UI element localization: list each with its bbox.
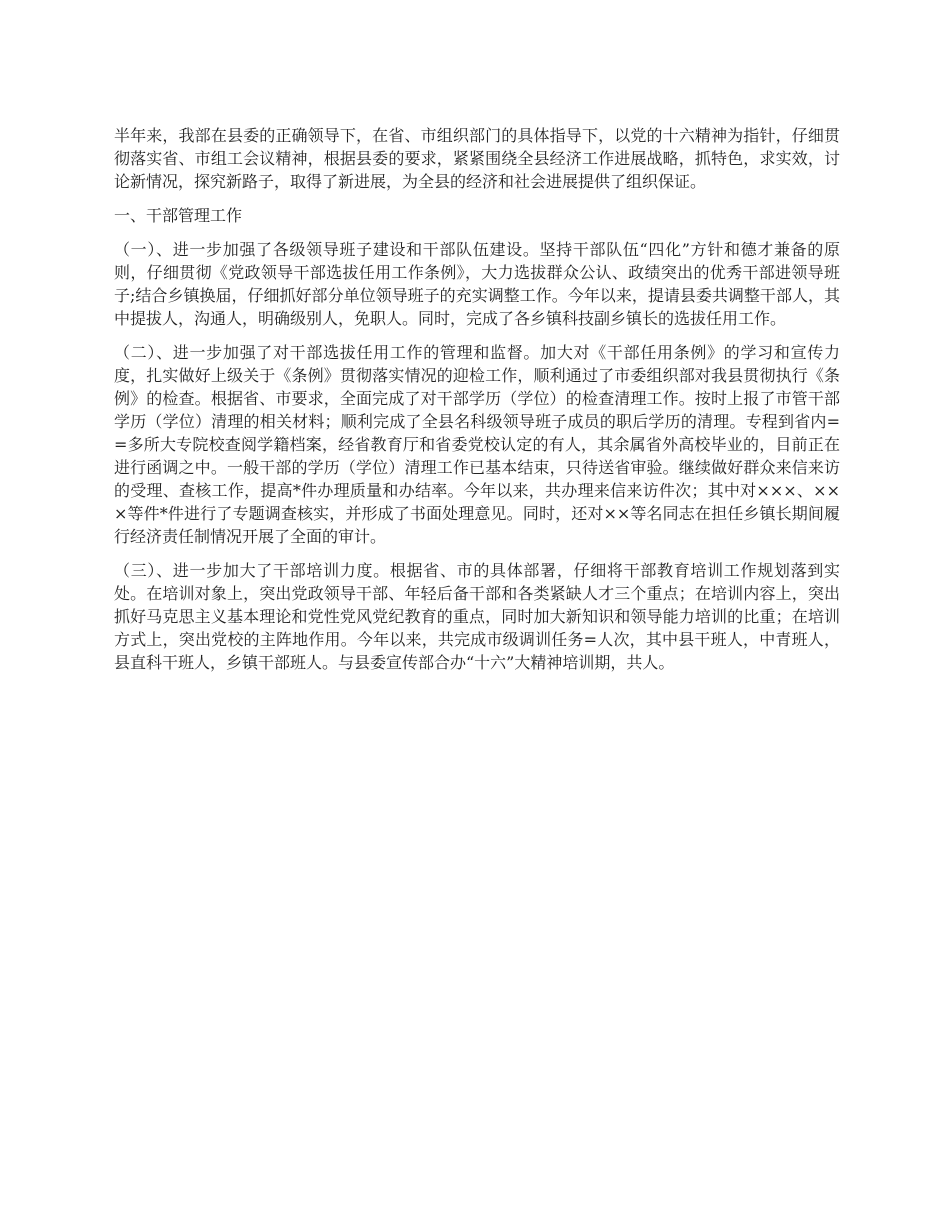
paragraph-training: （三）、进一步加大了干部培训力度。根据省、市的具体部署，仔细将干部教育培训工作规划落到实处。在培训对象上，突出党政领导干部、年轻后备干部和各类紧缺人才三个重点；在培训内容上，突出抓好马克思主义基本理论和党性党风党纪教育的重点，同时加大新知识和领导能力培训的比重；在培训方式上，突出党校的主阵地作用。今年以来，共完成市级调训任务=人次，其中县干班人，中青班人，县直科干班人，乡镇干部班人。与县委宣传部合办“十六”大精神培训期，共人。 [114, 561, 840, 672]
intro-paragraph: 半年来，我部在县委的正确领导下，在省、市组织部门的具体指导下，以党的十六精神为指针，仔细贯彻落实省、市组工会议精神，根据县委的要求，紧紧围绕全县经济工作进展战略，抓特色，求实效，讨论新情况，探究新路子，取得了新进展，为全县的经济和社会进展提供了组织保证。 [114, 126, 840, 191]
section-heading: 一、干部管理工作 [114, 206, 243, 225]
document-page [114, 124, 840, 685]
paragraph-selection-supervision: （二）、进一步加强了对干部选拔任用工作的管理和监督。加大对《干部任用条例》的学习和宣传力度，扎实做好上级关于《条例》贯彻落实情况的迎检工作，顺利通过了市委组织部对我县贯彻执行《条例》的检查。根据省、市要求，全面完成了对干部学历（学位）的检查清理工作。按时上报了市管干部学历（学位）清理的相关材料；顺利完成了全县名科级领导班子成员的职后学历的清理。专程到省内==多所大专院校查阅学籍档案，经省教育厅和省委党校认定的有人，其余属省外高校毕业的，目前正在进行函调之中。一般干部的学历（学位）清理工作已基本结束，只待送省审验。继续做好群众来信来访的受理、查核工作，提高*件办理质量和办结率。今年以来，共办理来信来访件次；其中对×××、×××等件*件进行了专题调查核实，并形成了书面处理意见。同时，还对××等名同志在担任乡镇长期间履行经济责任制情况开展了全面的审计。 [114, 343, 840, 546]
paragraph-cadre-team: （一）、进一步加强了各级领导班子建设和干部队伍建设。坚持干部队伍“四化”方针和德才兼备的原则，仔细贯彻《党政领导干部选拔任用工作条例》，大力选拔群众公认、政绩突出的优秀干部进领导班子;结合乡镇换届，仔细抓好部分单位领导班子的充实调整工作。今年以来，提请县委共调整干部人，其中提拔人，沟通人，明确级别人，免职人。同时，完成了各乡镇科技副乡镇长的选拔任用工作。 [114, 240, 840, 328]
